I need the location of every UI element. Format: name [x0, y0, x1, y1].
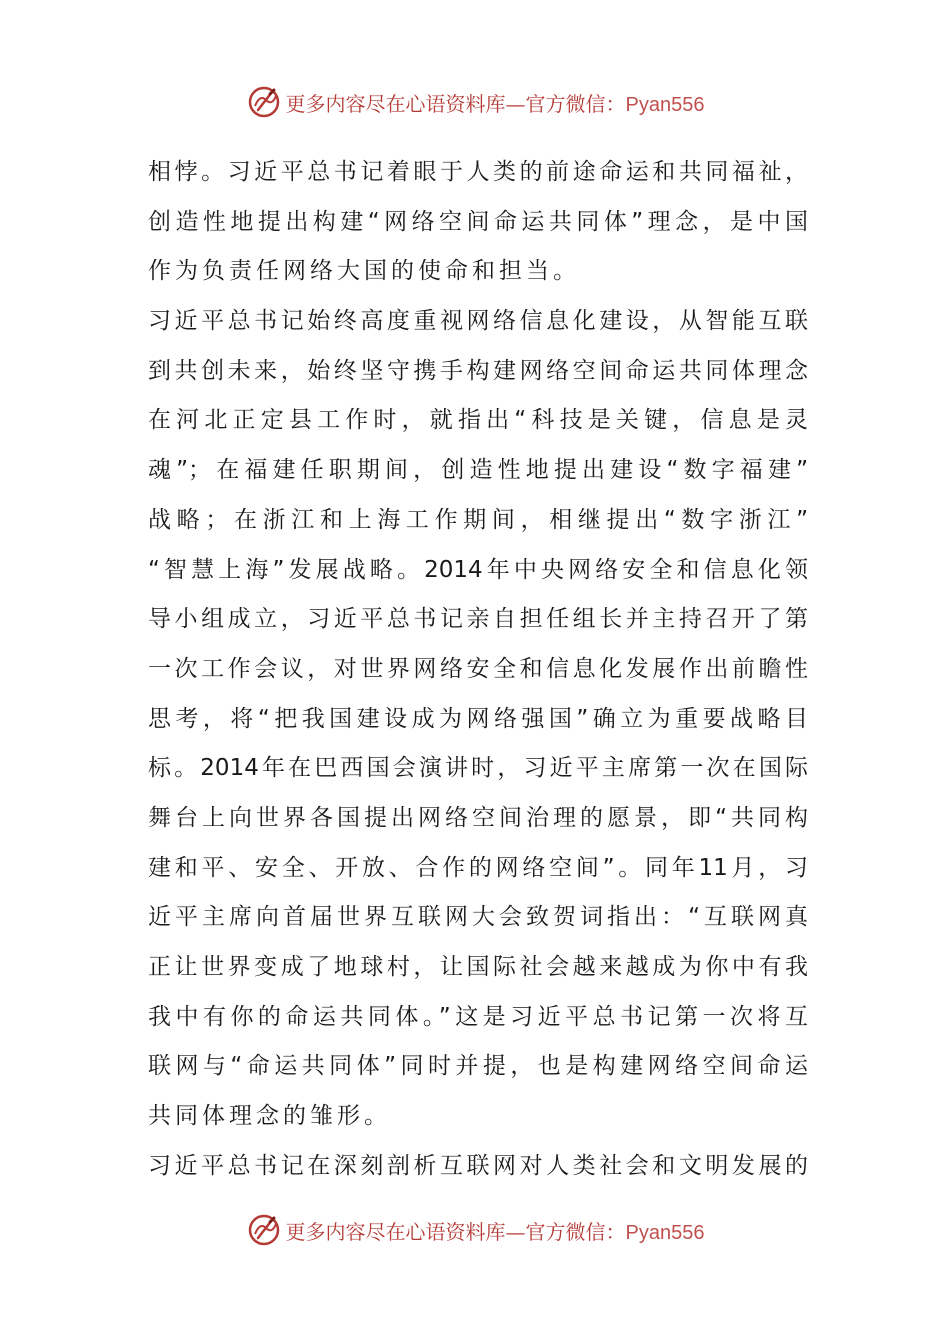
- body-line: 在河北正定县工作时，就指出“科技是关键，信息是灵: [148, 407, 808, 434]
- banner-label: 更多内容尽在心语资料库—官方微信：: [285, 91, 626, 116]
- body-line: 创造性地提出构建“网络空间命运共同体”理念，是中国: [148, 208, 808, 235]
- body-line: 近平主席向首届世界互联网大会致贺词指出：“互联网真: [148, 904, 808, 931]
- banner-text: [286, 1216, 705, 1245]
- body-line: 作为负责任网络大国的使命和担当。: [148, 258, 580, 285]
- wechat-handle: Pyan556: [625, 1221, 705, 1244]
- body-line: 正让世界变成了地球村，让国际社会越来越成为你中有我: [148, 954, 808, 980]
- body-line: 到共创未来，始终坚守携手构建网络空间命运共同体理念: [148, 357, 808, 384]
- body-line: 导小组成立，习近平总书记亲自担任组长并主持召开了第: [148, 606, 808, 633]
- banner-label: 更多内容尽在心语资料库—官方微信：: [285, 1219, 626, 1244]
- wechat-handle: Pyan556: [625, 93, 705, 116]
- body-line: 战略；在浙江和上海工作期间，相继提出“数字浙江”: [148, 506, 808, 533]
- body-line: 魂”；在福建任职期间，创造性地提出建设“数字福建”: [148, 457, 808, 484]
- body-line: 习近平总书记在深刻剖析互联网对人类社会和文明发展的: [148, 1152, 808, 1179]
- body-line: “智慧上海”发展战略。2014年中央网络安全和信息化领: [148, 556, 808, 583]
- body-line: 思考，将“把我国建设成为网络强国”确立为重要战略目: [148, 705, 808, 732]
- document-body: [148, 148, 808, 1191]
- body-line: 联网与“命运共同体”同时并提，也是构建网络空间命运: [148, 1053, 808, 1080]
- body-line: 相悖。习近平总书记着眼于人类的前途命运和共同福祉，: [148, 159, 808, 185]
- body-line: 一次工作会议，对世界网络安全和信息化发展作出前瞻性: [148, 655, 808, 682]
- signature-pen-seal-icon: [246, 84, 282, 120]
- footer-banner: [0, 1208, 950, 1252]
- banner-text: [286, 88, 705, 117]
- body-line: 共同体理念的雏形。: [148, 1103, 391, 1130]
- body-line: 舞台上向世界各国提出网络空间治理的愿景，即“共同构: [148, 804, 808, 831]
- body-line: 标。2014年在巴西国会演讲时，习近平主席第一次在国际: [148, 755, 808, 782]
- body-line: 建和平、安全、开放、合作的网络空间”。同年11月，习: [148, 854, 808, 881]
- signature-pen-seal-icon: [246, 1212, 282, 1248]
- header-banner: [0, 80, 950, 124]
- body-line: 我中有你的命运共同体。”这是习近平总书记第一次将互: [148, 1003, 808, 1030]
- body-line: 习近平总书记始终高度重视网络信息化建设，从智能互联: [148, 308, 808, 335]
